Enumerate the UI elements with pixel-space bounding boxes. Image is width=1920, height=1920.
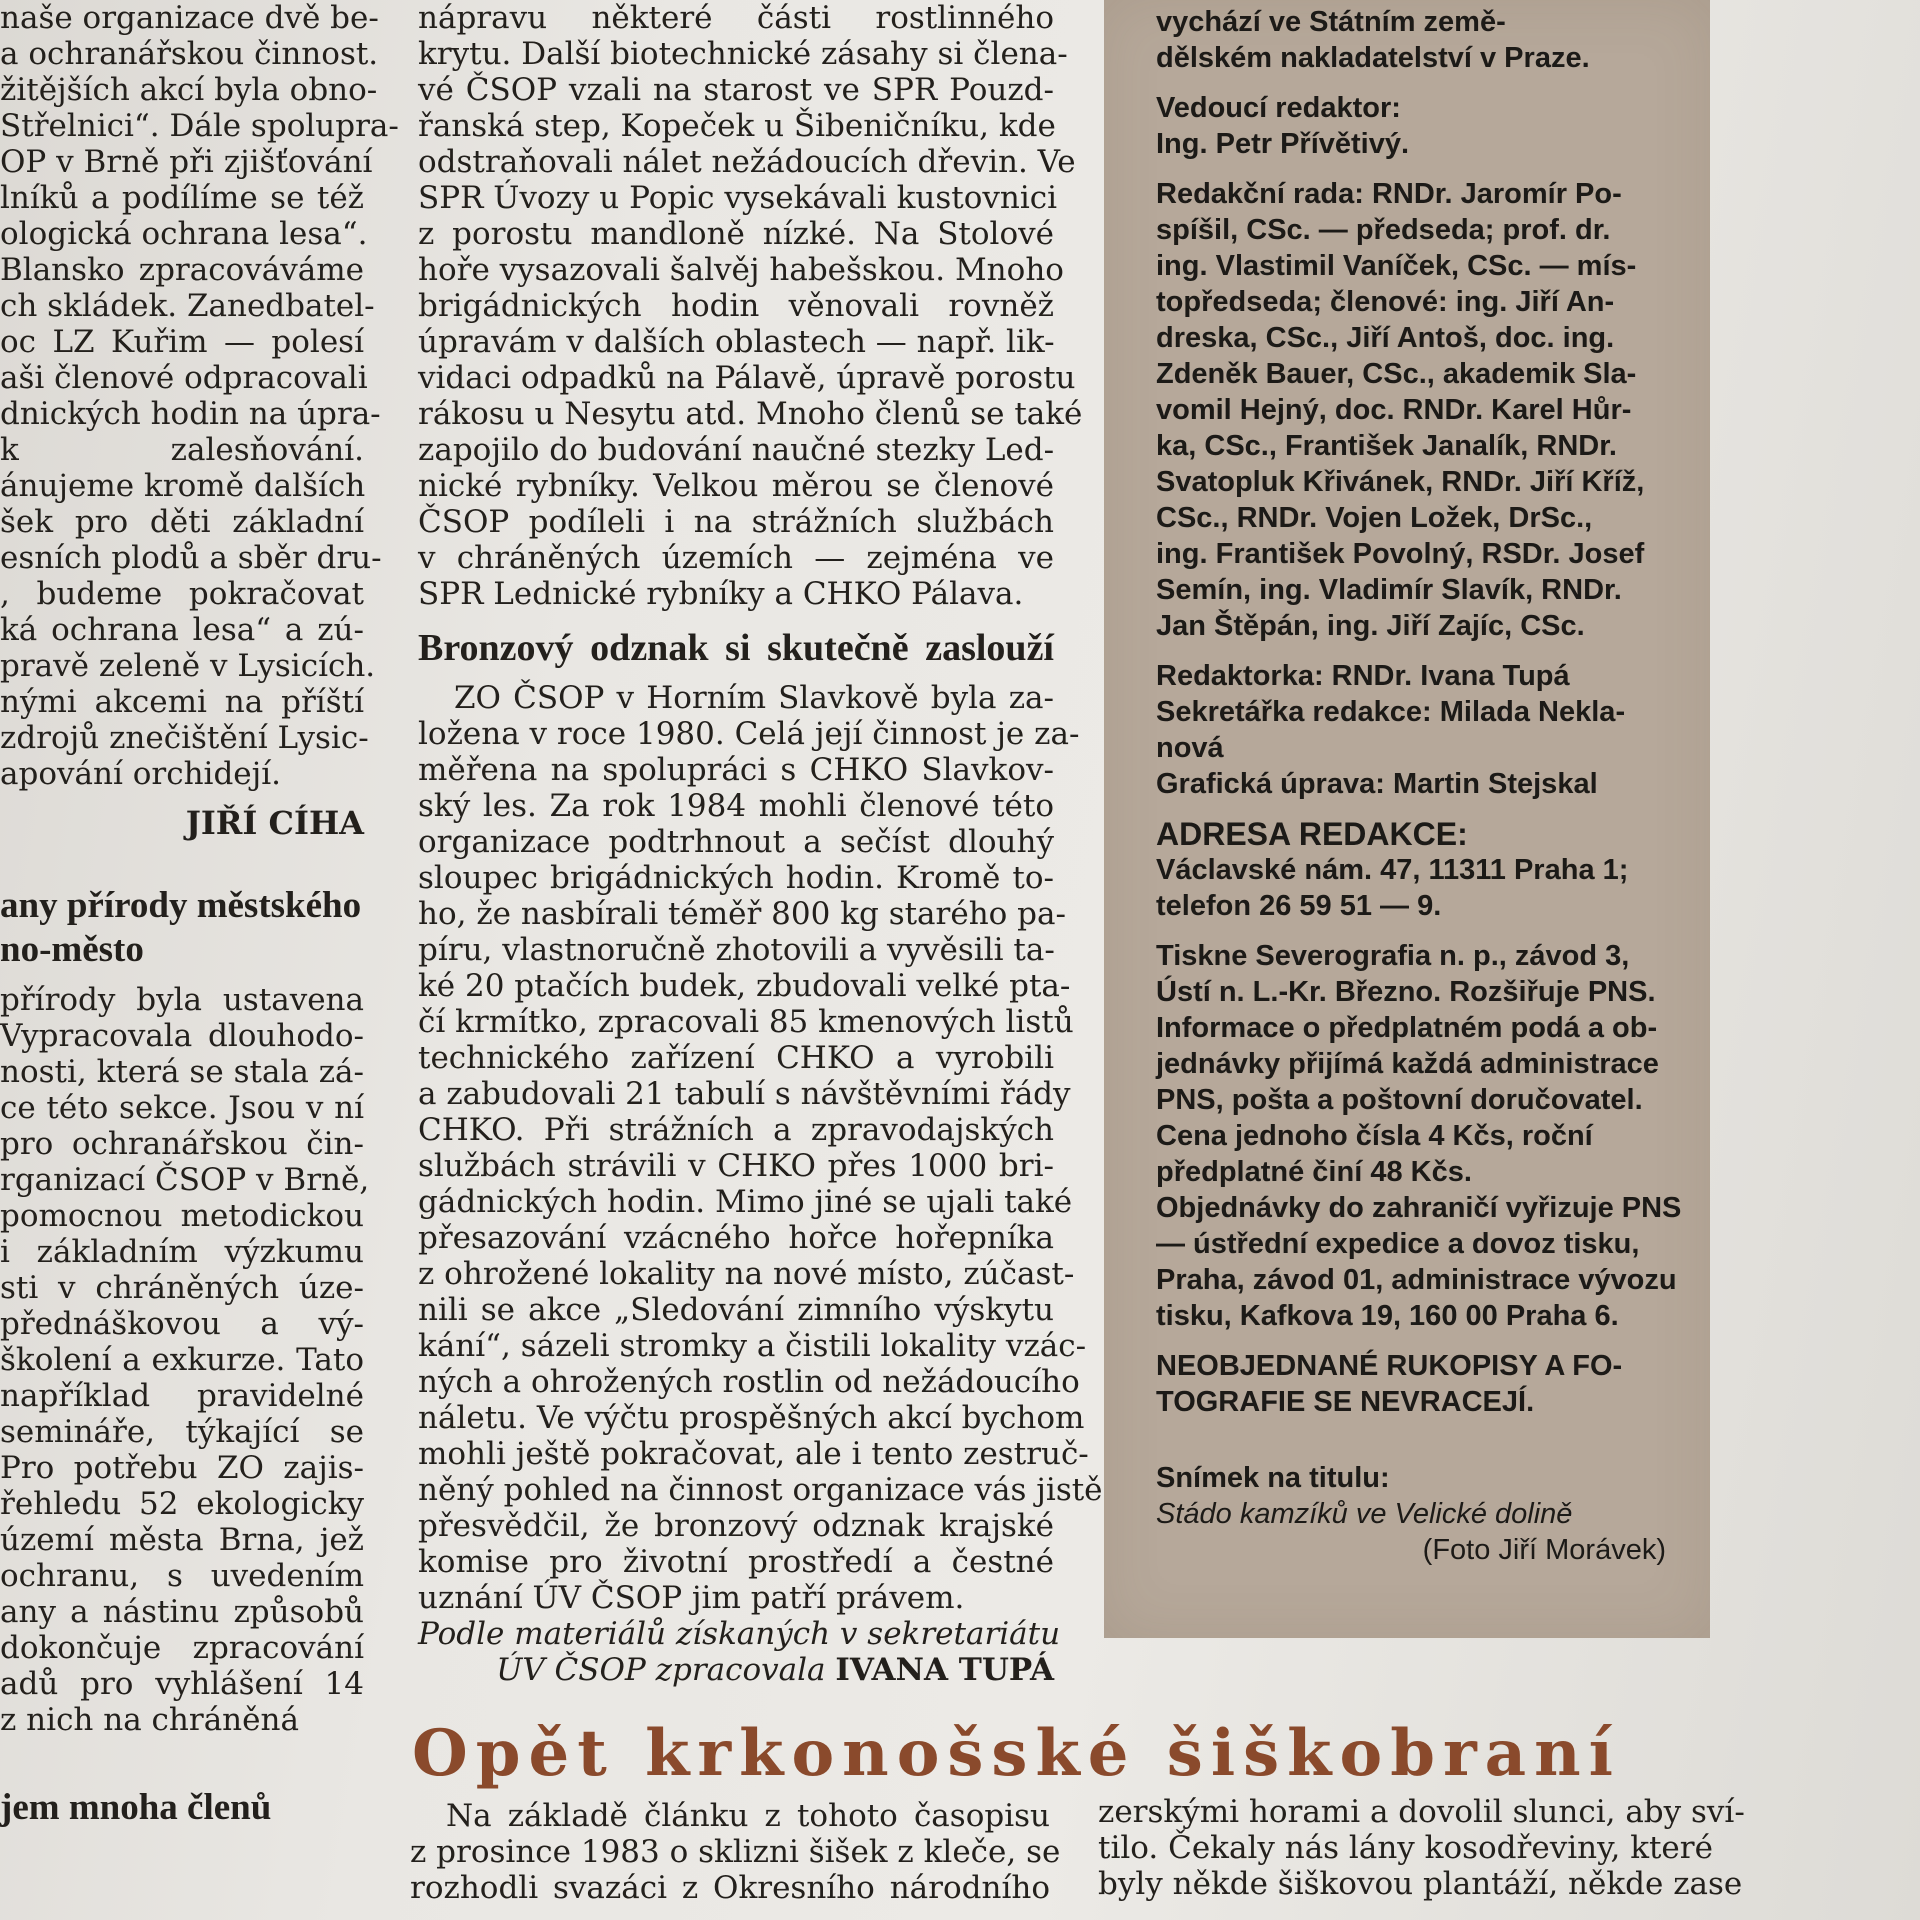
text-line: píru, vlastnoručně zhotovili a vyvěsili ta- (418, 932, 1055, 968)
board-line: ka, CSc., František Janalík, RNDr. (1156, 430, 1617, 462)
print-info-line: tisku, Kafkova 19, 160 00 Praha 6. (1156, 1300, 1619, 1332)
bottom-article-title: Opět krkonošské šiškobraní (412, 1716, 1621, 1791)
text-line: z ohrožené lokality na nové místo, zúčast- (418, 1256, 1075, 1292)
board-line: Zdeněk Bauer, CSc., akademik Sla- (1156, 358, 1637, 390)
print-info-line: Objednávky do zahraničí vyřizuje PNS (1156, 1192, 1682, 1224)
text-line: přírody byla ustavena (0, 982, 364, 1018)
text-line: apování orchidejí. (0, 756, 282, 792)
credit-author-line (418, 1652, 1054, 1688)
left-column-text-bottom (0, 982, 370, 1738)
text-line: nosti, která se stala zá- (0, 1054, 364, 1090)
text-line: vidaci odpadků na Pálavě, úpravě porostu (418, 360, 1076, 396)
text-line: přesazování vzácného hořce hořepníka (418, 1220, 1054, 1256)
text-line: řehledu 52 ekologicky (0, 1486, 364, 1522)
text-line: dokončuje zpracování (0, 1630, 364, 1666)
text-line: organizace podtrhnout a sečíst dlouhý (418, 824, 1054, 860)
text-line: rozhodli svazáci z Okresního národního (410, 1870, 1050, 1906)
address-lines (1156, 852, 1666, 924)
board-line: ing. Vlastimil Vaníček, CSc. — mís- (1156, 250, 1637, 282)
text-line: byly někde šiškovou plantáží, někde zase (1098, 1866, 1743, 1902)
text-line: brigádnických hodin věnovali rovněž (418, 288, 1054, 324)
editorial-board (1156, 176, 1666, 644)
print-distribution-info (1156, 938, 1682, 1334)
text-line: ský les. Za rok 1984 mohli členové této (418, 788, 1054, 824)
board-line: topředseda; členové: ing. Jiří An- (1156, 286, 1615, 318)
text-line: ných a ohrožených rostlin od nežádoucího (418, 1364, 1080, 1400)
text-line: z nich na chráněná (0, 1702, 299, 1738)
text-line: gádnických hodin. Mimo jiné se ujali také (418, 1184, 1073, 1220)
text-line: ložena v roce 1980. Celá její činnost je za- (418, 716, 1080, 752)
text-line: úpravám v dalších oblastech — např. lik- (418, 324, 1055, 360)
imprint-text (1156, 4, 1682, 1568)
board-line: ing. František Povolný, RSDr. Josef (1156, 538, 1645, 570)
notice-line: TOGRAFIE SE NEVRACEJÍ. (1156, 1386, 1535, 1418)
print-info-line: jednávky přijímá každá administrace (1156, 1048, 1659, 1080)
text-line: ká ochrana lesa“ a zú- (0, 612, 364, 648)
text-line: a ochranářskou činnost. (0, 36, 379, 72)
left-column (0, 0, 399, 1830)
text-line: vé ČSOP vzali na starost ve SPR Pouzd- (418, 72, 1054, 108)
board-line: Svatopluk Křivánek, RNDr. Jiří Kříž, (1156, 466, 1645, 498)
text-line: krytu. Další biotechnické zásahy si člena- (418, 36, 1068, 72)
text-line: Vypracovala dlouhodo- (0, 1018, 364, 1054)
board-line: Semín, ing. Vladimír Slavík, RNDr. (1156, 574, 1622, 606)
imprint-box (1104, 0, 1710, 1638)
text-line: a zabudovali 21 tabulí s návštěvními řády (418, 1076, 1071, 1112)
text-line: oc LZ Kuřim — polesí (0, 324, 364, 360)
text-line: zapojilo do budování naučné stezky Led- (418, 432, 1055, 468)
imprint-publisher-line-2: dělském nakladatelství v Praze. (1156, 42, 1590, 74)
bottom-article-right-column (1098, 1794, 1745, 1902)
board-line: Redakční rada: RNDr. Jaromír Po- (1156, 178, 1622, 210)
print-info-line: Cena jednoho čísla 4 Kčs, roční (1156, 1120, 1593, 1152)
credit-author: IVANA TUPÁ (835, 1652, 1054, 1688)
text-line: rganizací ČSOP v Brně, (0, 1162, 370, 1198)
credit-intro: ÚV ČSOP zpracovala (496, 1652, 826, 1688)
left-bottom-heading: jem mnoha členů (0, 1787, 272, 1828)
text-line: ČSOP podíleli i na strážních službách (418, 504, 1054, 540)
text-line: řanská step, Kopeček u Šibeničníku, kde (418, 108, 1056, 144)
board-line: dreska, CSc., Jiří Antoš, doc. ing. (1156, 322, 1615, 354)
text-line: naše organizace dvě be- (0, 0, 379, 36)
cover-photo-credit: (Foto Jiří Morávek) (1422, 1534, 1666, 1566)
text-line: pomocnou metodickou (0, 1198, 364, 1234)
print-info-line: PNS, pošta a poštovní doručovatel. (1156, 1084, 1643, 1116)
byline: JIŘÍ CÍHA (185, 804, 364, 842)
text-line: any a nástinu způsobů (0, 1594, 364, 1630)
text-line: i základním výzkumu (0, 1234, 364, 1270)
left-heading-line-2: no-město (0, 929, 144, 970)
text-line: pravě zeleně v Lysicích. (0, 648, 376, 684)
text-line: k zalesňování. (0, 432, 364, 468)
text-line: z prosince 1983 o sklizni šišek z kleče, se (410, 1834, 1061, 1870)
credit-line: Podle materiálů získaných v sekretariátu (418, 1616, 1061, 1652)
text-line: tilo. Čekaly nás lány kosodřeviny, které (1098, 1830, 1713, 1866)
text-line: Střelnici“. Dále spolupra- (0, 108, 399, 144)
text-line: náletu. Ve výčtu prospěšných akcí bychom (418, 1400, 1085, 1436)
text-line: zerskými horami a dovolil slunci, aby sví- (1098, 1794, 1745, 1830)
print-info-line: Informace o předplatném podá a ob- (1156, 1012, 1658, 1044)
board-line: spíšil, CSc. — předseda; prof. dr. (1156, 214, 1611, 246)
address-heading: ADRESA REDAKCE: (1156, 816, 1468, 852)
print-info-line: předplatné činí 48 Kčs. (1156, 1156, 1472, 1188)
text-line: ochranu, s uvedením (0, 1558, 364, 1594)
middle-column (418, 0, 1103, 1688)
print-info-line: Praha, závod 01, administrace vývozu (1156, 1264, 1677, 1296)
staff-line: Redaktorka: RNDr. Ivana Tupá (1156, 660, 1570, 692)
manuscripts-notice (1156, 1348, 1666, 1420)
staff-line: nová (1156, 732, 1224, 764)
text-line: žitějších akcí byla obno- (0, 72, 378, 108)
text-line: Blansko zpracováváme (0, 252, 364, 288)
print-info-line: Tiskne Severografia n. p., závod 3, (1156, 940, 1630, 972)
text-line: nické rybníky. Velkou měrou se členové (418, 468, 1054, 504)
text-line: zdrojů znečištění Lysic- (0, 720, 369, 756)
text-line: čí krmítko, zpracovali 85 kmenových listů (418, 1004, 1074, 1040)
text-line: mohli ještě pokračovat, ale i tento zestruč- (418, 1436, 1089, 1472)
text-line: odstraňovali nálet nežádoucích dřevin. Ve (418, 144, 1076, 180)
text-line: ZO ČSOP v Horním Slavkově byla za- (454, 680, 1054, 716)
text-line: dnických hodin na úpra- (0, 396, 381, 432)
print-info-line: Ústí n. L.-Kr. Březno. Rozšiřuje PNS. (1156, 976, 1656, 1008)
text-line: rákosu u Nesytu atd. Mnoho členů se také (418, 396, 1083, 432)
text-line: ologická ochrana lesa“. (0, 216, 368, 252)
cover-photo-label: Snímek na titulu: (1156, 1462, 1390, 1494)
text-line: šek pro děti základní (0, 504, 364, 540)
text-line: , budeme pokračovat (0, 576, 364, 612)
text-line: semináře, týkající se (0, 1414, 364, 1450)
text-line: esních plodů a sběr dru- (0, 540, 382, 576)
left-column-text-top (0, 0, 399, 792)
text-line: Na základě článku z tohoto časopisu (446, 1798, 1050, 1834)
cover-photo-caption: Stádo kamzíků ve Velické dolině (1156, 1498, 1573, 1530)
text-line: z porostu mandloně nízké. Na Stolové (418, 216, 1054, 252)
text-line: sti v chráněných úze- (0, 1270, 364, 1306)
article-heading: Bronzový odznak si skutečně zaslouží (418, 627, 1054, 669)
text-line: hoře vysazovali šalvěj habešskou. Mnoho (418, 252, 1064, 288)
text-line: území města Brna, jež (0, 1522, 364, 1558)
staff-line: Sekretářka redakce: Milada Nekla- (1156, 696, 1626, 728)
text-line: pro ochranářskou čin- (0, 1126, 364, 1162)
text-line: ce této sekce. Jsou v ní (0, 1090, 364, 1126)
lead-editor-label: Vedoucí redaktor: (1156, 92, 1401, 124)
text-line: CHKO. Při strážních a zpravodajských (418, 1112, 1054, 1148)
imprint-publisher-line-1: vychází ve Státním země- (1156, 6, 1506, 38)
text-line: nými akcemi na příští (0, 684, 364, 720)
text-line: uznání ÚV ČSOP jim patří právem. (418, 1580, 965, 1616)
staff-line: Grafická úprava: Martin Stejskal (1156, 768, 1598, 800)
bottom-article-left-column (410, 1798, 1061, 1906)
text-line: aši členové odpracovali (0, 360, 368, 396)
text-line: nápravu některé části rostlinného (418, 0, 1054, 36)
text-line: v chráněných územích — zejména ve (418, 540, 1054, 576)
text-line: přednáškovou a vý- (0, 1306, 364, 1342)
text-line: OP v Brně při zjišťování (0, 144, 373, 180)
text-line: kání“, sázeli stromky a čistili lokality vzác- (418, 1328, 1087, 1364)
text-line: službách strávili v CHKO přes 1000 bri- (418, 1148, 1054, 1184)
lead-editor-name: Ing. Petr Přívětivý. (1156, 128, 1410, 160)
editorial-staff (1156, 658, 1666, 802)
notice-line: NEOBJEDNANÉ RUKOPISY A FO- (1156, 1350, 1623, 1382)
text-line: ké 20 ptačích budek, zbudovali velké pta- (418, 968, 1071, 1004)
middle-column-text-top (418, 0, 1083, 612)
text-line: komise pro životní prostředí a čestné (418, 1544, 1054, 1580)
text-line: sloupec brigádnických hodin. Kromě to- (418, 860, 1054, 896)
print-info-line: — ústřední expedice a dovoz tisku, (1156, 1228, 1640, 1260)
text-line: lníků a podílíme se též (0, 180, 364, 216)
text-line: školení a exkurze. Tato (0, 1342, 364, 1378)
text-line: Pro potřebu ZO zajis- (0, 1450, 364, 1486)
left-heading-line-1: any přírody městského (0, 885, 362, 926)
text-line: ho, že nasbírali téměř 800 kg starého pa- (418, 896, 1066, 932)
address-line: telefon 26 59 51 — 9. (1156, 890, 1442, 922)
text-line: SPR Úvozy u Popic vysekávali kustovnici (418, 180, 1058, 216)
text-line: nili se akce „Sledování zimního výskytu (418, 1292, 1054, 1328)
board-line: vomil Hejný, doc. RNDr. Karel Hůr- (1156, 394, 1632, 426)
text-line: SPR Lednické rybníky a CHKO Pálava. (418, 576, 1024, 612)
text-line: ánujeme kromě dalších (0, 468, 366, 504)
address-line: Václavské nám. 47, 11311 Praha 1; (1156, 854, 1629, 886)
text-line: něný pohled na činnost organizace vás jistě (418, 1472, 1103, 1508)
text-line: například pravidelné (0, 1378, 364, 1414)
text-line: přesvědčil, že bronzový odznak krajské (418, 1508, 1054, 1544)
text-line: technického zařízení CHKO a vyrobili (418, 1040, 1054, 1076)
board-line: CSc., RNDr. Vojen Ložek, DrSc., (1156, 502, 1593, 534)
text-line: ch skládek. Zanedbatel- (0, 288, 375, 324)
text-line: adů pro vyhlášení 14 (0, 1666, 364, 1702)
middle-column-article-body (418, 680, 1103, 1616)
text-line: měřena na spolupráci s CHKO Slavkov- (418, 752, 1054, 788)
board-line: Jan Štěpán, ing. Jiří Zajíc, CSc. (1156, 610, 1585, 642)
